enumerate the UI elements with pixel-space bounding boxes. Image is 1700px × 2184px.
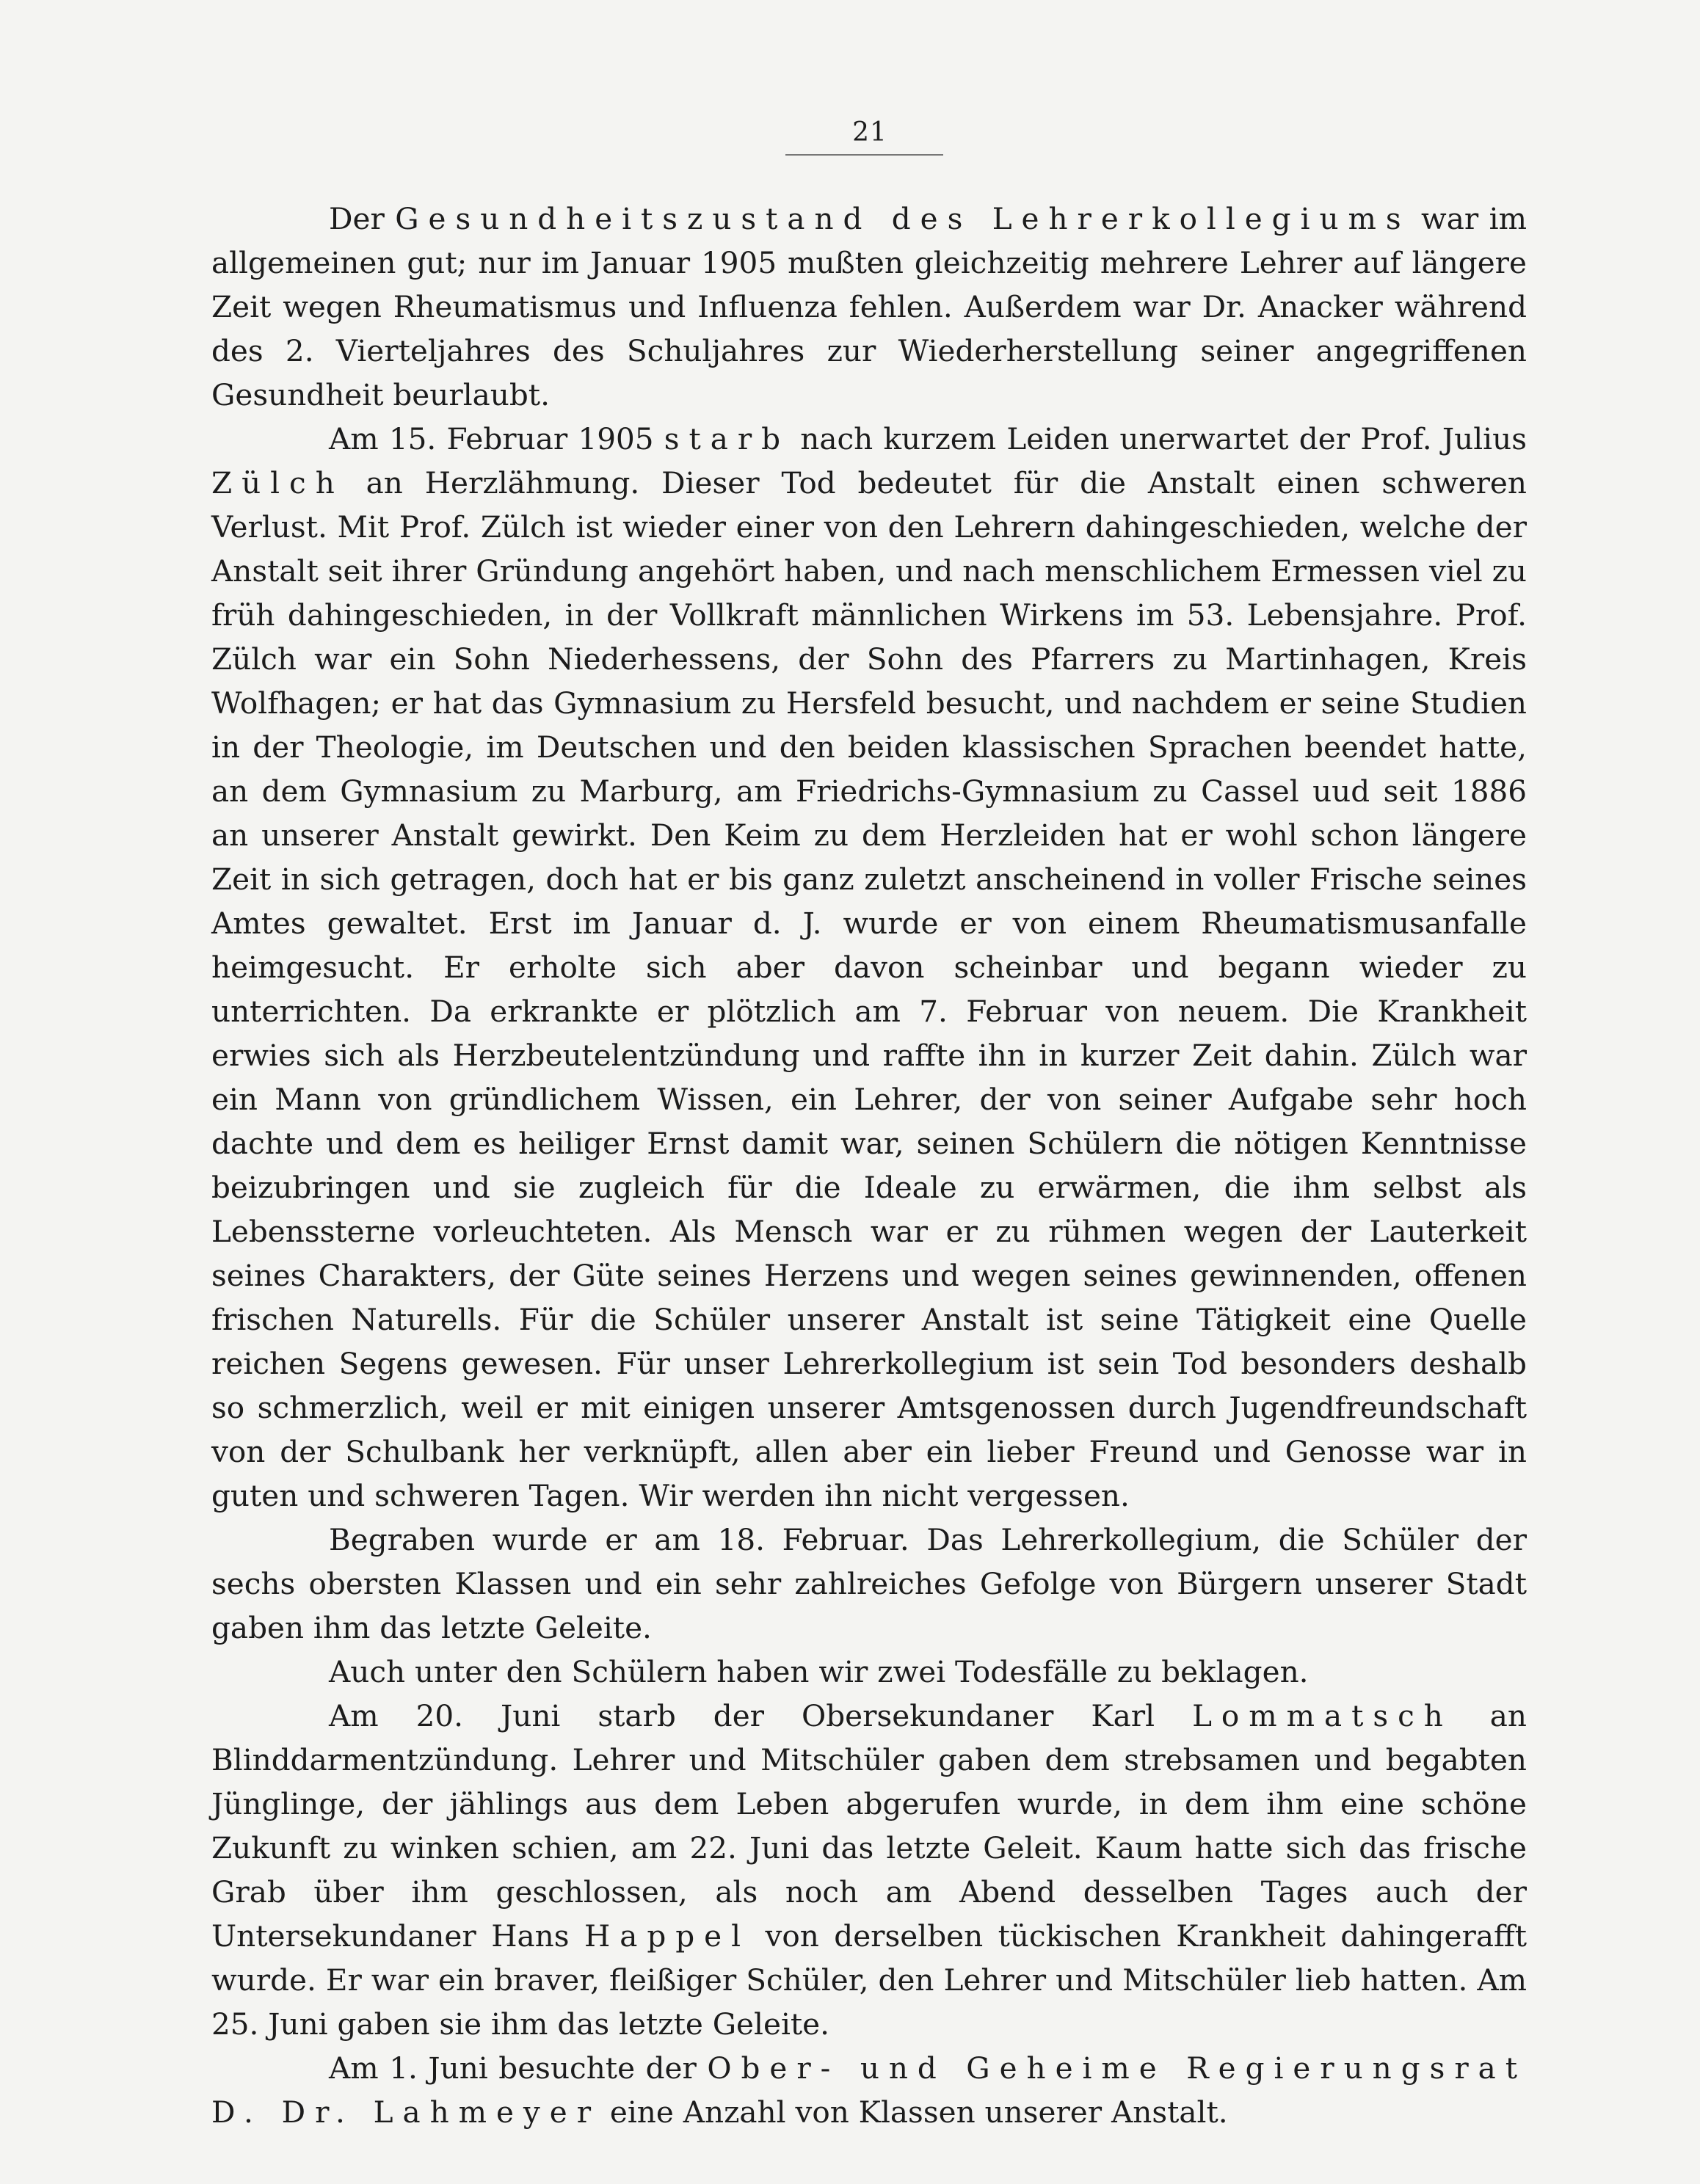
text-run: an Herzlähmung. Dieser Tod bedeutet für die Anstalt einen schweren Verlust. Mit Prof. Zülch ist wieder einer von den Lehrern dahingeschieden, welche der Anstalt seit ihrer Gründung angehört haben, und nach menschlichem Ermessen viel zu früh dahingeschieden, in der Vollkraft männlichen Wirkens im 53. Lebensjahre. Prof. Zülch war ein Sohn Niederhessens, der Sohn des Pfarrers zu Martinhagen, Kreis Wolfhagen; er hat das Gymnasium zu Hersfeld besucht, und nachdem er seine Studien in der Theologie, im Deutschen und den beiden klassischen Sprachen beendet hatte, an dem Gymnasium zu Marburg, am Friedrichs-Gymnasium zu Cassel uud seit 1886 an unserer Anstalt gewirkt. Den Keim zu dem Herzleiden hat er wohl schon längere Zeit in sich getragen, doch hat er bis ganz zuletzt anscheinend in voller Frische seines Amtes gewaltet. Erst im Januar d. J. wurde er von einem Rheumatismusanfalle heimgesucht. Er erholte sich aber davon scheinbar und begann wieder zu unterrichten. Da erkrankte er plötzlich am 7. Februar von neuem. Die Krankheit erwies sich als Herzbeutelentzündung und raffte ihn in kurzer Zeit dahin. Zülch war ein Mann von gründlichem Wissen, ein Lehrer, der von seiner Aufgabe sehr hoch dachte und dem es heiliger Ernst damit war, seinen Schülern die nötigen Kenntnisse beizubringen und sie zugleich für die Ideale zu erwärmen, die ihm selbst als Lebenssterne vorleuchteten. Als Mensch war er zu rühmen wegen der Lauterkeit seines Charakters, der Güte seines Herzens und wegen seines gewinnenden, offenen frischen Naturells. Für die Schüler unserer Anstalt ist seine Tätigkeit eine Quelle reichen Segens gewesen. Für unser Lehrerkollegium ist sein Tod besonders deshalb so schmerzlich, weil er mit einigen unserer Amtsgenossen durch Jugendfreundschaft von der Schulbank her verknüpft, allen aber ein lieber Freund und Genosse war in guten und schweren Tagen. Wir werden ihn nicht vergessen.: [211, 465, 1527, 1513]
spaced-text-run: Happel: [584, 1918, 751, 1954]
text-run: Am 20. Juni starb der Obersekundaner Karl: [329, 1698, 1193, 1733]
spaced-text-run: starb: [664, 421, 791, 456]
text-run: Begraben wurde er am 18. Februar. Das Lehrerkollegium, die Schüler der sechs obersten Klassen und ein sehr zahlreiches Gefolge von Bürgern unserer Stadt gaben ihm das letzte Geleite.: [211, 1522, 1527, 1645]
paragraph-funeral: [211, 1518, 1527, 1650]
paragraph-health: [211, 197, 1527, 417]
spaced-text-run: Gesundheitszustand des Lehrerkollegiums: [395, 201, 1411, 236]
text-run: Am 15. Februar 1905: [329, 421, 664, 456]
paragraph-visit: [211, 2046, 1527, 2134]
text-run: an Blinddarmentzündung. Lehrer und Mitschüler gaben dem strebsamen und begabten Jünglinge, der jählings aus dem Leben abgerufen wurde, in dem ihm eine schöne Zukunft zu winken schien, am 22. Juni das letzte Geleit. Kaum hatte sich das frische Grab über ihm geschlossen, als noch am Abend desselben Tages auch der Untersekundaner Hans: [211, 1698, 1527, 1954]
text-run: Am 1. Juni besuchte der: [329, 2050, 708, 2086]
text-run: war im allgemeinen gut; nur im Januar 1905 mußten gleichzeitig mehrere Lehrer auf längere Zeit wegen Rheumatismus und Influenza fehlen. Außerdem war Dr. Anacker während des 2. Vierteljahres des Schuljahres zur Wiederherstellung seiner angegriffenen Gesundheit beurlaubt.: [211, 201, 1527, 412]
text-run: Auch unter den Schülern haben wir zwei Todesfälle zu beklagen.: [329, 1654, 1309, 1689]
body-text: [211, 197, 1527, 2134]
spaced-text-run: Zülch: [211, 465, 344, 500]
page-number-rule: [785, 154, 943, 156]
paragraph-obituary-zuelch: [211, 417, 1527, 1518]
spaced-text-run: Ober- und Geheime Regierungsrat D. Dr. Lahmeyer: [211, 2050, 1528, 2130]
page-number: 21: [852, 117, 887, 148]
text-run: eine Anzahl von Klassen unserer Anstalt.: [600, 2094, 1228, 2130]
paragraph-students-deaths: [211, 1694, 1527, 2046]
text-run: nach kurzem Leiden unerwartet der Prof. Julius: [790, 421, 1527, 456]
spaced-text-run: Lommatsch: [1192, 1698, 1453, 1733]
text-run: Der: [329, 201, 396, 236]
text-run: von derselben tückischen Krankheit dahingerafft wurde. Er war ein braver, fleißiger Schüler, den Lehrer und Mitschüler lieb hatten. Am 25. Juni gaben sie ihm das letzte Geleite.: [211, 1918, 1528, 2042]
paragraph-students-intro: [211, 1650, 1527, 1694]
